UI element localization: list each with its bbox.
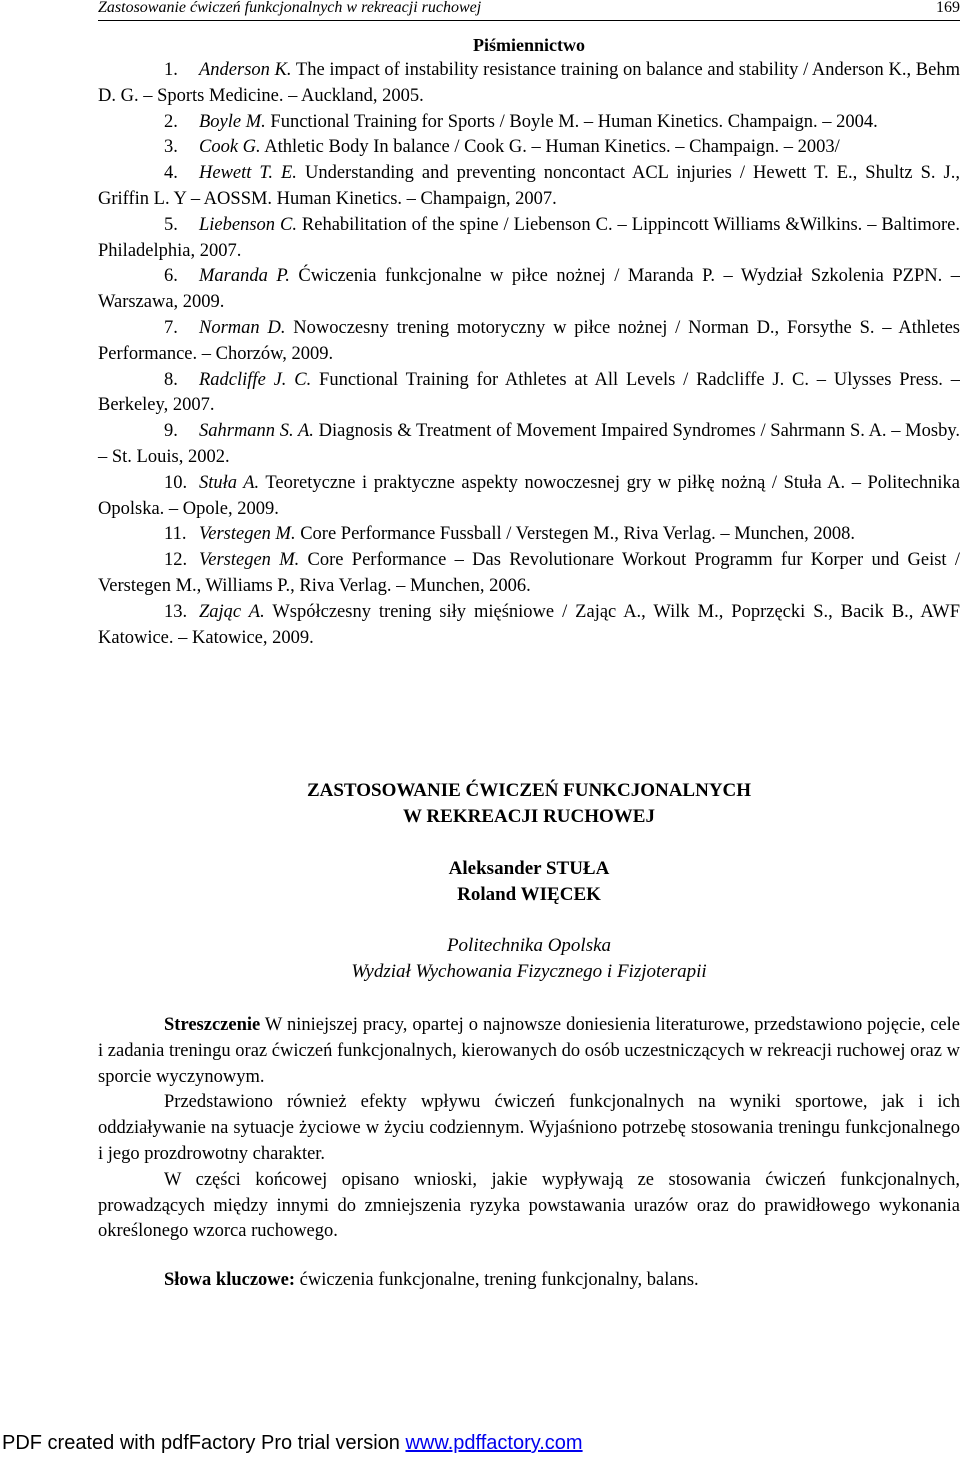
footer-text: PDF created with pdfFactory Pro trial version: [2, 1432, 406, 1454]
reference-number: 8.: [164, 369, 178, 390]
pdf-footer: [2, 1432, 583, 1455]
bibliography-item: [98, 110, 960, 136]
keywords-text: ćwiczenia funkcjonalne, trening funkcjonalny, balans.: [295, 1270, 699, 1290]
abstract-paragraph-2: Przedstawiono również efekty wpływu ćwiczeń funkcjonalnych na wyniki sportowe, jak i ich oddziaływanie na sytuacje życiowe w życiu codziennym. Wyjaśniono potrzebę stosowania treningu funkcjonalnego i jego prozdrowotny charakter.: [98, 1092, 960, 1164]
abstract-text-1: W niniejszej pracy, opartej o najnowsze doniesienia literaturowe, przedstawiono pojęcie, cele i zadania treningu oraz ćwiczeń funkcjonalnych, kierowanych do osób uczestniczących w rekreacji ruchowej oraz w sporcie wyczynowym.: [98, 1015, 960, 1087]
reference-author: Hewett T. E.: [199, 163, 297, 184]
bibliography-title: Piśmiennictwo: [473, 35, 585, 55]
reference-author: Stuła A.: [199, 472, 260, 493]
reference-author: Boyle M.: [199, 111, 266, 132]
reference-text: Core Performance – Das Revolutionare Workout Programm fur Korper und Geist / Verstegen M., Williams P., Riva Verlag. – Munchen, 2006.: [98, 550, 960, 596]
bibliography-item: [98, 368, 960, 420]
bibliography-item: [98, 316, 960, 368]
footer-link[interactable]: www.pdffactory.com: [405, 1432, 583, 1454]
bibliography-item: [98, 419, 960, 471]
reference-number: 6.: [164, 266, 178, 287]
author-1: Aleksander STUŁA: [448, 858, 610, 879]
reference-author: Cook G.: [199, 137, 261, 158]
bibliography-item: [98, 135, 960, 161]
running-header: [98, 0, 960, 21]
reference-text: Athletic Body In balance / Cook G. – Human Kinetics. – Champaign. – 2003/: [260, 137, 840, 158]
bibliography-item: [98, 58, 960, 110]
bibliography-item: [98, 522, 960, 548]
authors: [98, 856, 960, 908]
bibliography-item: [98, 600, 960, 652]
abstract: [98, 1013, 960, 1245]
keywords-label: Słowa kluczowe:: [164, 1270, 296, 1290]
reference-author: Liebenson C.: [199, 214, 297, 235]
abstract-label: Streszczenie: [164, 1015, 261, 1035]
reference-number: 13.: [164, 601, 188, 622]
reference-author: Radcliffe J. C.: [199, 369, 312, 390]
bibliography-item: [98, 161, 960, 213]
reference-text: Functional Training for Sports / Boyle M. – Human Kinetics. Champaign. – 2004.: [265, 111, 878, 132]
bibliography-item: [98, 213, 960, 265]
reference-number: 11.: [164, 524, 187, 545]
keywords: [98, 1268, 960, 1294]
affiliation: [98, 933, 960, 985]
bibliography-item: [98, 471, 960, 523]
abstract-paragraph-1: [98, 1013, 960, 1090]
reference-author: Sahrmann S. A.: [199, 421, 314, 442]
article-title: [98, 778, 960, 830]
reference-author: Anderson K.: [199, 60, 292, 80]
bibliography-item: [98, 264, 960, 316]
running-title: Zastosowanie ćwiczeń funkcjonalnych w rekreacji ruchowej: [98, 0, 482, 16]
author-2: Roland WIĘCEK: [457, 884, 601, 905]
reference-number: 12.: [164, 550, 188, 571]
reference-text: Functional Training for Athletes at All Levels / Radcliffe J. C. – Ulysses Press. – Berkeley, 2007.: [98, 369, 960, 416]
reference-author: Zając A.: [199, 601, 265, 622]
reference-number: 7.: [164, 317, 178, 338]
reference-text: Diagnosis & Treatment of Movement Impaired Syndromes / Sahrmann S. A. – Mosby. – St. Louis, 2002.: [98, 421, 960, 467]
reference-author: Verstegen M.: [199, 524, 296, 545]
reference-number: 10.: [164, 472, 188, 493]
affiliation-2: Wydział Wychowania Fizycznego i Fizjoterapii: [351, 961, 707, 982]
reference-number: 1.: [164, 60, 178, 80]
reference-author: Norman D.: [199, 317, 286, 338]
bibliography-list: [98, 58, 960, 651]
reference-text: Nowoczesny trening motoryczny w piłce nożnej / Norman D., Forsythe S. – Athletes Performance. – Chorzów, 2009.: [98, 317, 960, 364]
page-number: 169: [936, 0, 960, 16]
abstract-paragraph-3: W części końcowej opisano wnioski, jakie wypływają ze stosowania ćwiczeń funkcjonalnych, prowadzących między innymi do zmniejszenia ryzyka powstawania urazów oraz do prawidłowego wykonania określonego wzorca ruchowego.: [98, 1169, 960, 1242]
reference-number: 4.: [164, 163, 178, 184]
reference-author: Verstegen M.: [199, 550, 300, 571]
reference-text: Współczesny trening siły mięśniowe / Zając A., Wilk M., Poprzęcki S., Bacik B., AWF Katowice. – Katowice, 2009.: [98, 601, 960, 648]
reference-text: Understanding and preventing noncontact ACL injuries / Hewett T. E., Shultz S. J., Griffin L. Y – AOSSM. Human Kinetics. – Champaign, 2007.: [98, 163, 960, 209]
article-title-line1: ZASTOSOWANIE ĆWICZEŃ FUNKCJONALNYCH: [306, 780, 752, 801]
reference-text: Ćwiczenia funkcjonalne w piłce nożnej / Maranda P. – Wydział Szkolenia PZPN. – Warszawa, 2009.: [98, 266, 960, 313]
reference-text: The impact of instability resistance training on balance and stability / Anderson K., Behm D. G. – Sports Medicine. – Auckland, 2005.: [98, 60, 960, 106]
affiliation-1: Politechnika Opolska: [446, 935, 612, 956]
bibliography-item: [98, 548, 960, 600]
article-title-line2: W REKREACJI RUCHOWEJ: [403, 806, 655, 827]
reference-text: Teoretyczne i praktyczne aspekty nowoczesnej gry w piłkę nożną / Stuła A. – Politechnika Opolska. – Opole, 2009.: [98, 472, 960, 519]
reference-number: 2.: [164, 111, 178, 132]
reference-text: Core Performance Fussball / Verstegen M., Riva Verlag. – Munchen, 2008.: [295, 524, 855, 545]
reference-number: 3.: [164, 137, 178, 158]
reference-number: 9.: [164, 421, 178, 442]
reference-number: 5.: [164, 214, 178, 235]
reference-text: Rehabilitation of the spine / Liebenson C. – Lippincott Williams &Wilkins. – Baltimore. Philadelphia, 2007.: [98, 214, 960, 261]
reference-author: Maranda P.: [199, 266, 290, 287]
